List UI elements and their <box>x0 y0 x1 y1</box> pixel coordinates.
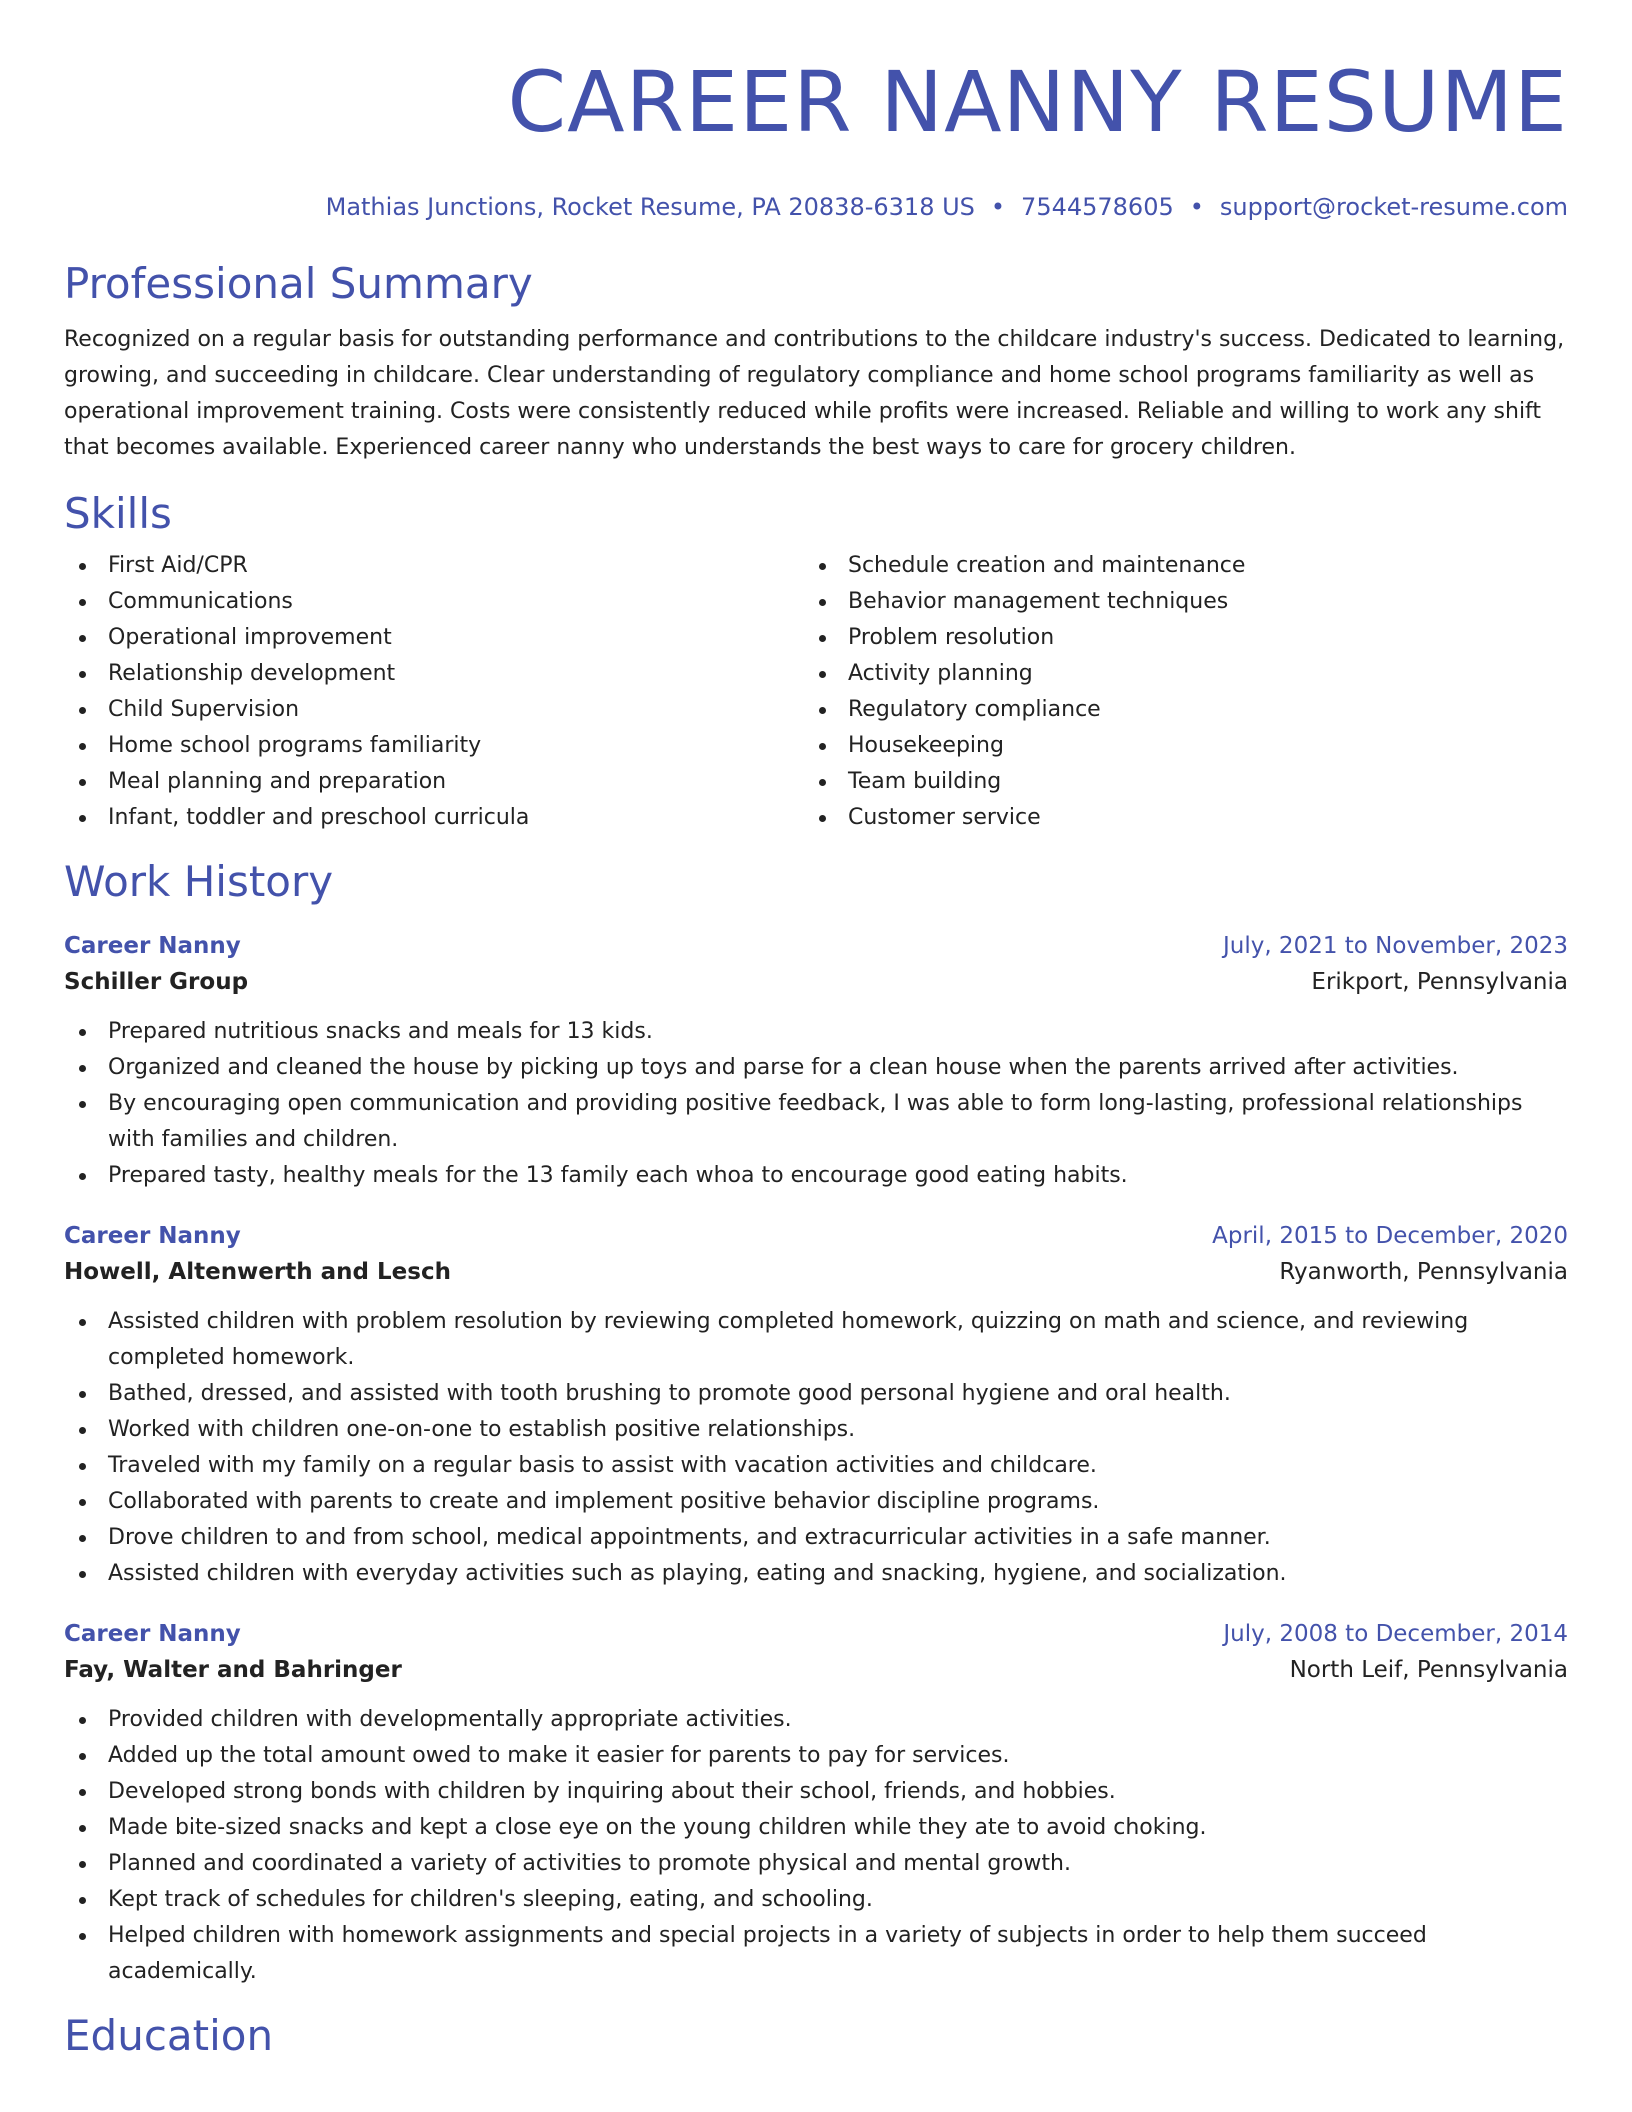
job-duty: Bathed, dressed, and assisted with tooth brushing to promote good personal hygiene and oral health. <box>64 1376 1568 1412</box>
contact-phone: 7544578605 <box>1021 193 1174 221</box>
job-duty: Traveled with my family on a regular basis to assist with vacation activities and childcare. <box>64 1448 1568 1484</box>
job-entry <box>64 1616 1568 1990</box>
work-history-list <box>64 928 1568 1990</box>
skill-item: Meal planning and preparation <box>64 764 804 800</box>
skill-item: Communications <box>64 584 804 620</box>
job-location: Erikport, Pennsylvania <box>1311 969 1568 995</box>
job-dates: July, 2008 to December, 2014 <box>1223 1621 1568 1647</box>
job-employer-row <box>64 964 1568 1000</box>
skills-list <box>64 548 1568 836</box>
job-header-row <box>64 1218 1568 1254</box>
job-duty: Planned and coordinated a variety of activities to promote physical and mental growth. <box>64 1846 1568 1882</box>
skill-item: Regulatory compliance <box>804 692 1544 728</box>
job-entry <box>64 1218 1568 1592</box>
job-location: North Leif, Pennsylvania <box>1289 1657 1568 1683</box>
skill-item: Housekeeping <box>804 728 1544 764</box>
job-dates: July, 2021 to November, 2023 <box>1222 933 1568 959</box>
job-duty: Drove children to and from school, medical appointments, and extracurricular activities in a safe manner. <box>64 1520 1568 1556</box>
job-dates: April, 2015 to December, 2020 <box>1212 1223 1568 1249</box>
summary-text: Recognized on a regular basis for outstanding performance and contributions to the childcare industry's success. Dedicated to learning, growing, and succeeding in childcare. Clear understanding of regulatory compliance and home school programs familiarity as well as operational improvement training. Costs were consistently reduced while profits were increased. Reliable and willing to work any shift that becomes available. Experienced career nanny who understands the best ways to care for grocery children. <box>64 327 1565 460</box>
skill-item: Behavior management techniques <box>804 584 1544 620</box>
contact-line <box>64 192 1568 222</box>
skill-item: Relationship development <box>64 656 804 692</box>
job-duty: Kept track of schedules for children's sleeping, eating, and schooling. <box>64 1882 1568 1918</box>
skills-heading: Skills <box>64 489 172 538</box>
job-duty: Worked with children one-on-one to establish positive relationships. <box>64 1412 1568 1448</box>
job-header-row <box>64 1616 1568 1652</box>
work-history-heading: Work History <box>64 857 334 906</box>
skills-column-left <box>64 548 804 836</box>
skill-item: Problem resolution <box>804 620 1544 656</box>
resume-header <box>64 0 1568 222</box>
contact-address: Mathias Junctions, Rocket Resume, PA 20838-6318 US <box>325 193 975 221</box>
contact-separator: • <box>1189 193 1204 221</box>
job-location: Ryanworth, Pennsylvania <box>1279 1259 1568 1285</box>
job-duty: Made bite-sized snacks and kept a close eye on the young children while they ate to avoid choking. <box>64 1810 1568 1846</box>
skill-item: Home school programs familiarity <box>64 728 804 764</box>
job-duty: By encouraging open communication and providing positive feedback, I was able to form long-lasting, professional relationships with families and children. <box>64 1086 1568 1158</box>
job-duty: Helped children with homework assignments and special projects in a variety of subjects in order to help them succeed academically. <box>64 1918 1568 1990</box>
job-employer-row <box>64 1254 1568 1290</box>
job-company: Fay, Walter and Bahringer <box>64 1657 402 1683</box>
job-employer-row <box>64 1652 1568 1688</box>
contact-email: support@rocket-resume.com <box>1219 193 1568 221</box>
job-title: Career Nanny <box>64 933 241 959</box>
skill-item: Schedule creation and maintenance <box>804 548 1544 584</box>
job-title: Career Nanny <box>64 1621 241 1647</box>
job-entry <box>64 928 1568 1194</box>
job-duty: Prepared tasty, healthy meals for the 13 family each whoa to encourage good eating habits. <box>64 1158 1568 1194</box>
job-duties <box>64 1702 1568 1990</box>
job-duty: Developed strong bonds with children by inquiring about their school, friends, and hobbies. <box>64 1774 1568 1810</box>
summary-heading: Professional Summary <box>64 259 533 308</box>
education-heading: Education <box>64 2011 274 2060</box>
resume-name: CAREER NANNY RESUME <box>507 53 1568 151</box>
job-duty: Prepared nutritious snacks and meals for 13 kids. <box>64 1014 1568 1050</box>
skill-item: Customer service <box>804 800 1544 836</box>
job-duties <box>64 1304 1568 1592</box>
skill-item: Activity planning <box>804 656 1544 692</box>
skill-item: Child Supervision <box>64 692 804 728</box>
job-duty: Assisted children with problem resolution by reviewing completed homework, quizzing on math and science, and reviewing completed homework. <box>64 1304 1568 1376</box>
skill-item: First Aid/CPR <box>64 548 804 584</box>
job-duty: Provided children with developmentally appropriate activities. <box>64 1702 1568 1738</box>
skill-item: Operational improvement <box>64 620 804 656</box>
job-duty: Assisted children with everyday activities such as playing, eating and snacking, hygiene, and socialization. <box>64 1556 1568 1592</box>
job-duties <box>64 1014 1568 1194</box>
job-duty: Added up the total amount owed to make it easier for parents to pay for services. <box>64 1738 1568 1774</box>
job-duty: Collaborated with parents to create and implement positive behavior discipline programs. <box>64 1484 1568 1520</box>
job-duty: Organized and cleaned the house by picking up toys and parse for a clean house when the parents arrived after activities. <box>64 1050 1568 1086</box>
skills-column-right <box>804 548 1544 836</box>
contact-separator: • <box>990 193 1006 221</box>
job-title: Career Nanny <box>64 1223 241 1249</box>
job-company: Schiller Group <box>64 969 249 995</box>
skill-item: Infant, toddler and preschool curricula <box>64 800 804 836</box>
job-company: Howell, Altenwerth and Lesch <box>64 1259 451 1285</box>
job-header-row <box>64 928 1568 964</box>
skill-item: Team building <box>804 764 1544 800</box>
